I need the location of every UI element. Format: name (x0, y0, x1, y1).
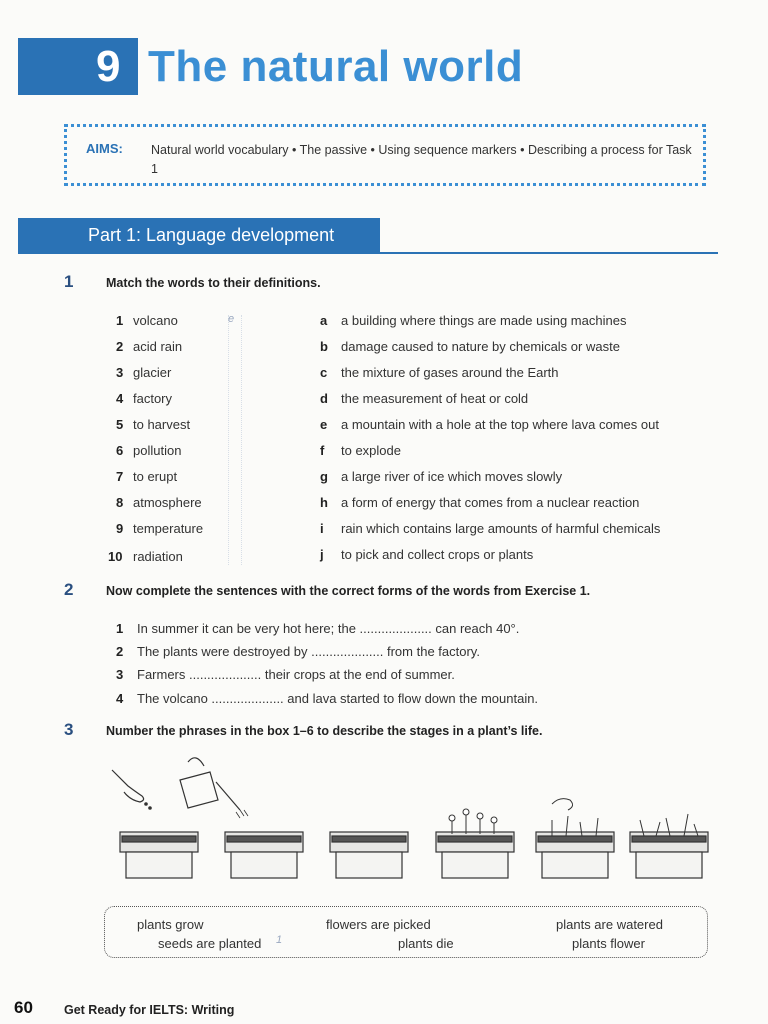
definition-item: to explode (341, 443, 401, 458)
word-item: atmosphere (133, 495, 202, 510)
hand-picking-icon (552, 799, 573, 810)
planter-3 (330, 832, 408, 878)
exercise-3-number: 3 (64, 720, 74, 739)
exercise-1-instruction: Match the words to their definitions. (106, 276, 321, 290)
definition-item: to pick and collect crops or plants (341, 547, 534, 562)
definition-letter: f (320, 443, 325, 458)
word-item: volcano (133, 313, 178, 328)
definition-item: a building where things are made using machines (341, 313, 627, 328)
definition-item: rain which contains large amounts of harmful chemicals (341, 521, 661, 536)
phrase-item: plants die (398, 936, 454, 951)
definition-letter: j (320, 547, 324, 562)
word-item: to erupt (133, 469, 178, 484)
word-number: 8 (116, 495, 124, 510)
phrase-item: seeds are planted (158, 936, 262, 951)
sentence-number: 1 (116, 621, 124, 636)
planter-6 (630, 832, 708, 878)
phrase-item: flowers are picked (326, 917, 431, 932)
sentence-number: 3 (116, 667, 124, 682)
sentence-number: 2 (116, 644, 124, 659)
definition-letter: c (320, 365, 328, 380)
exercise-1-number: 1 (64, 272, 74, 291)
word-item: acid rain (133, 339, 183, 354)
plant-stages-illustration (100, 752, 720, 887)
page-number: 60 (14, 998, 33, 1017)
planter-1 (120, 832, 198, 878)
word-item: glacier (133, 365, 172, 380)
phrase-item: plants flower (572, 936, 645, 951)
phrase-item: plants are watered (556, 917, 663, 932)
exercise-2-number: 2 (64, 580, 74, 599)
hand-icon (112, 770, 144, 802)
word-number: 5 (116, 417, 124, 432)
definition-item: damage caused to nature by chemicals or waste (341, 339, 620, 354)
definition-letter: d (320, 391, 328, 406)
word-number: 4 (116, 391, 124, 406)
definition-item: the measurement of heat or cold (341, 391, 529, 406)
word-number: 1 (116, 313, 124, 328)
sentence-item: Farmers .................... their crops at the end of summer. (137, 667, 455, 682)
sentence-number: 4 (116, 691, 124, 706)
unit-number: 9 (96, 42, 121, 91)
part-title: Part 1: Language development (88, 225, 335, 245)
phrase-item: plants grow (137, 917, 204, 932)
watering-can-icon (180, 772, 218, 808)
definition-letter: g (320, 469, 328, 484)
sentence-item: In summer it can be very hot here; the .................... can reach 40°. (137, 621, 520, 636)
definition-item: a form of energy that comes from a nuclear reaction (341, 495, 640, 510)
word-item: temperature (133, 521, 204, 536)
book-title: Get Ready for IELTS: Writing (64, 1003, 235, 1017)
answer-guide-column (228, 315, 242, 565)
sentence-item: The volcano .................... and lava started to flow down the mountain. (137, 691, 539, 706)
word-number: 3 (116, 365, 124, 380)
unit-title: The natural world (148, 42, 524, 91)
sentence-item: The plants were destroyed by .................... from the factory. (137, 644, 480, 659)
word-number: 10 (108, 549, 123, 564)
handwritten-mark: 1 (276, 934, 283, 946)
planter-5 (536, 832, 614, 878)
definition-item: the mixture of gases around the Earth (341, 365, 559, 380)
planter-4 (436, 832, 514, 878)
word-item: to harvest (133, 417, 191, 432)
word-number: 2 (116, 339, 124, 354)
exercise-2-instruction: Now complete the sentences with the correct forms of the words from Exercise 1. (106, 584, 591, 598)
word-number: 6 (116, 443, 124, 458)
word-number: 9 (116, 521, 124, 536)
aims-text: Natural world vocabulary • The passive • Using sequence markers • Describing a process for Task 1 (151, 143, 692, 176)
definition-letter: a (320, 313, 328, 328)
definition-item: a large river of ice which moves slowly (341, 469, 563, 484)
word-item: factory (133, 391, 173, 406)
exercise-3-instruction: Number the phrases in the box 1–6 to describe the stages in a plant’s life. (106, 724, 543, 738)
planter-2 (225, 832, 303, 878)
definition-item: a mountain with a hole at the top where lava comes out (341, 417, 659, 432)
definition-letter: b (320, 339, 328, 354)
handwritten-answer: e (228, 313, 235, 325)
word-item: pollution (133, 443, 182, 458)
definition-letter: h (320, 495, 328, 510)
definition-letter: i (320, 521, 324, 536)
aims-label: AIMS: (86, 141, 123, 156)
definition-letter: e (320, 417, 328, 432)
word-number: 7 (116, 469, 124, 484)
word-item: radiation (133, 549, 183, 564)
